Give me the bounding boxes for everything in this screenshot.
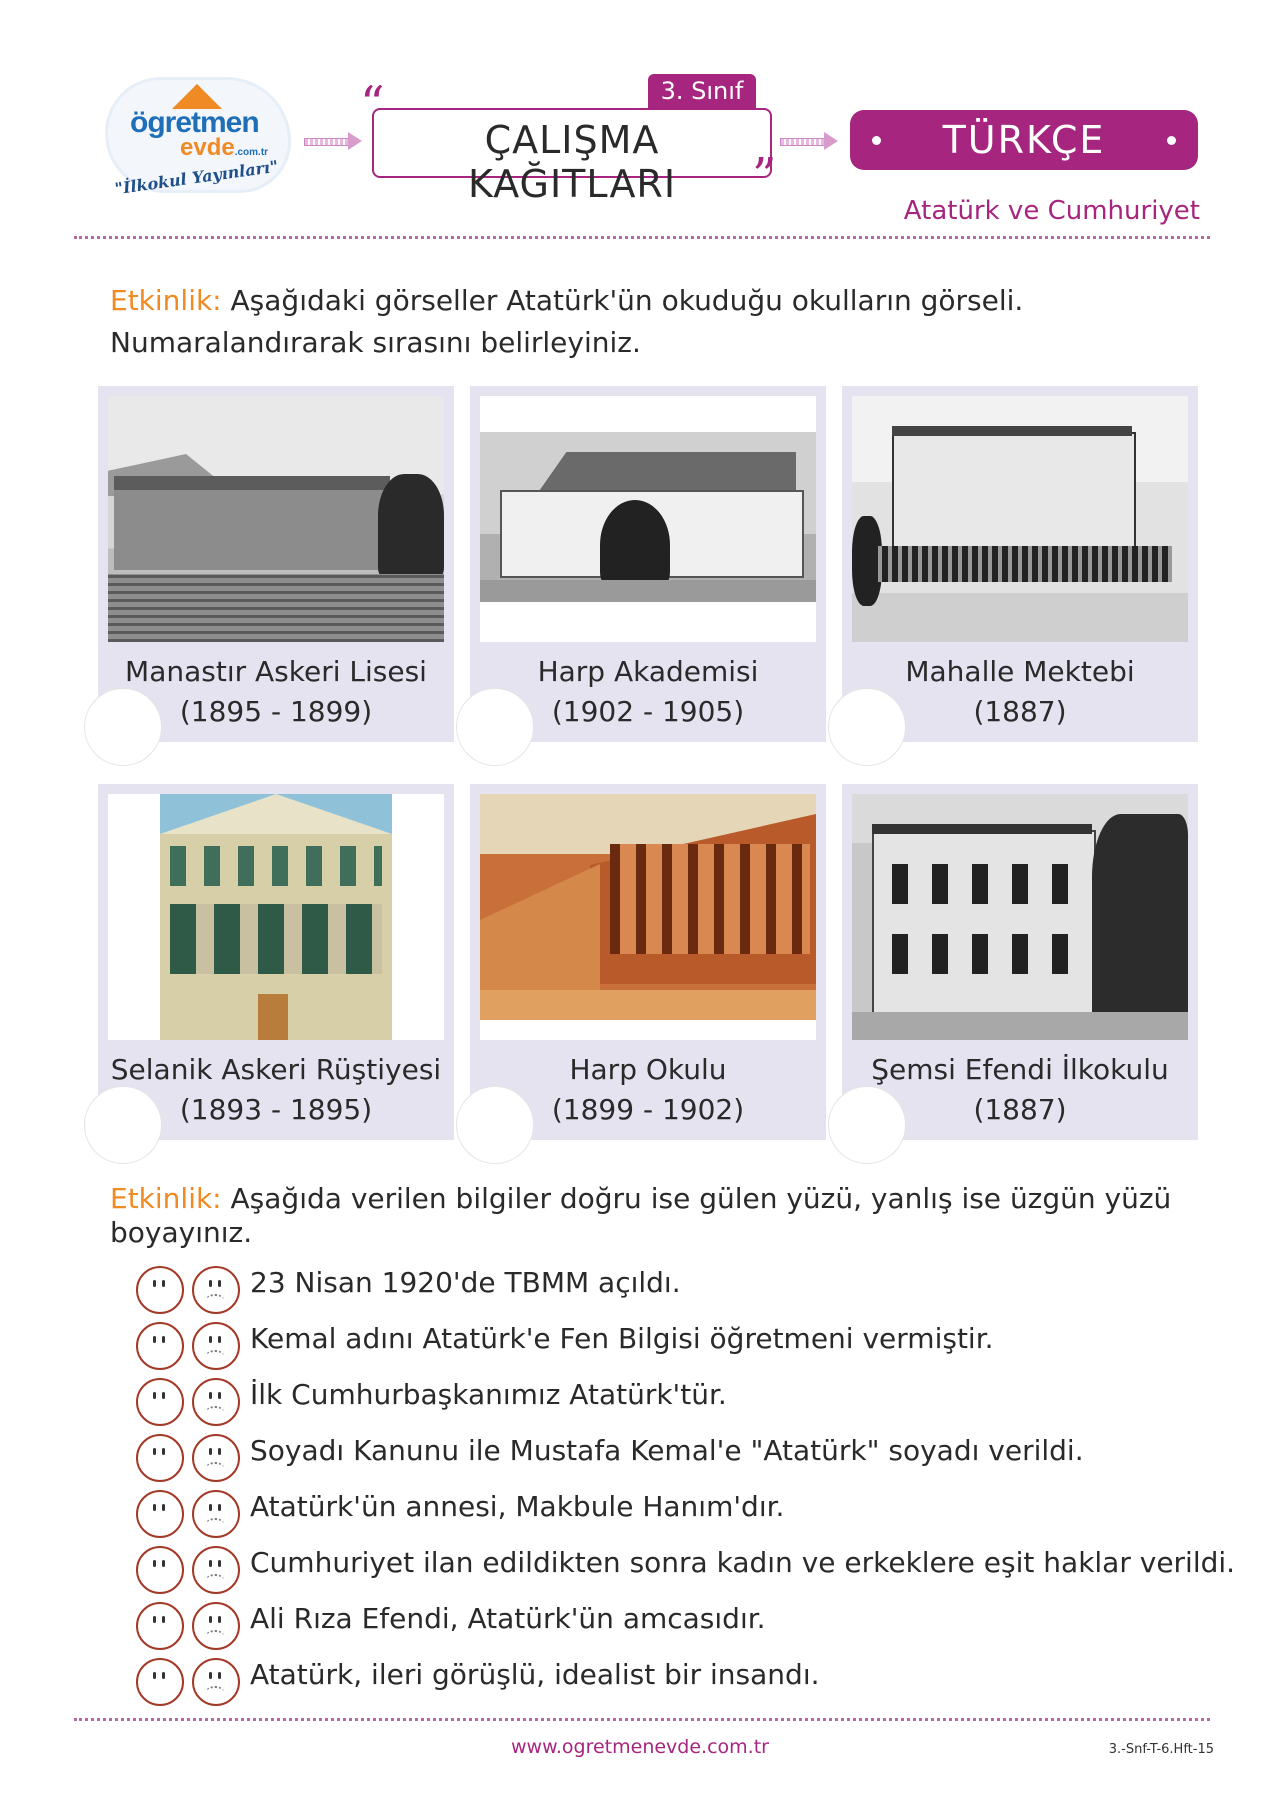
school-name: Mahalle Mektebi xyxy=(905,655,1135,688)
statement-row xyxy=(134,1488,1234,1538)
statement-row xyxy=(134,1656,1234,1706)
arrow-right-icon xyxy=(780,134,838,148)
school-years: (1895 - 1899) xyxy=(179,695,373,728)
school-photo xyxy=(108,396,444,642)
subject-badge xyxy=(850,110,1198,170)
school-years: (1887) xyxy=(973,1093,1067,1126)
happy-face-icon[interactable] xyxy=(136,1546,184,1594)
publisher-logo xyxy=(100,62,300,212)
topic-title: Atatürk ve Cumhuriyet xyxy=(903,196,1200,226)
school-card xyxy=(842,784,1198,1140)
statement-text: Kemal adını Atatürk'e Fen Bilgisi öğretmeni vermiştir. xyxy=(250,1322,994,1355)
divider xyxy=(74,1718,1210,1721)
school-photo xyxy=(108,794,444,1040)
school-card xyxy=(98,784,454,1140)
sad-face-icon[interactable] xyxy=(192,1266,240,1314)
sad-face-icon[interactable] xyxy=(192,1434,240,1482)
sad-face-icon[interactable] xyxy=(192,1658,240,1706)
school-years: (1902 - 1905) xyxy=(551,695,745,728)
order-number-circle[interactable] xyxy=(828,1086,906,1164)
logo-brand-line2: evde.com.tr xyxy=(180,134,269,161)
logo-brand-line1: ögretmen xyxy=(130,106,259,139)
happy-face-icon[interactable] xyxy=(136,1378,184,1426)
school-years: (1899 - 1902) xyxy=(551,1093,745,1126)
sad-face-icon[interactable] xyxy=(192,1322,240,1370)
happy-face-icon[interactable] xyxy=(136,1658,184,1706)
order-number-circle[interactable] xyxy=(84,1086,162,1164)
statement-text: Cumhuriyet ilan edildikten sonra kadın ve erkeklere eşit haklar verildi. xyxy=(250,1546,1236,1579)
activity2-text: Aşağıda verilen bilgiler doğru ise gülen yüzü, yanlış ise üzgün yüzü boyayınız. xyxy=(110,1182,1172,1249)
arrow-right-icon xyxy=(304,134,362,148)
school-years: (1887) xyxy=(973,695,1067,728)
activity1-instruction xyxy=(110,280,1190,364)
order-number-circle[interactable] xyxy=(456,688,534,766)
divider xyxy=(74,236,1210,239)
order-number-circle[interactable] xyxy=(828,688,906,766)
happy-face-icon[interactable] xyxy=(136,1434,184,1482)
worksheet-title: ÇALIŞMA KAĞITLARI xyxy=(467,118,677,206)
logo-domain: .com.tr xyxy=(234,147,269,158)
statement-row xyxy=(134,1432,1234,1482)
school-name: Harp Akademisi xyxy=(537,655,759,688)
statement-text: Soyadı Kanunu ile Mustafa Kemal'e "Atatürk" soyadı verildi. xyxy=(250,1434,1084,1467)
school-name: Harp Okulu xyxy=(569,1053,727,1086)
sad-face-icon[interactable] xyxy=(192,1602,240,1650)
close-quote-icon: ” xyxy=(752,148,777,204)
order-number-circle[interactable] xyxy=(456,1086,534,1164)
school-photo xyxy=(852,794,1188,1040)
statement-row xyxy=(134,1264,1234,1314)
statement-text: İlk Cumhurbaşkanımız Atatürk'tür. xyxy=(250,1378,727,1411)
sad-face-icon[interactable] xyxy=(192,1546,240,1594)
activity2-instruction xyxy=(110,1182,1190,1250)
school-photo xyxy=(852,396,1188,642)
open-quote-icon: “ xyxy=(360,76,385,132)
school-name: Manastır Askeri Lisesi xyxy=(125,655,427,688)
subject-label: TÜRKÇE xyxy=(942,118,1106,162)
statement-text: Atatürk, ileri görüşlü, idealist bir insandı. xyxy=(250,1658,820,1691)
order-number-circle[interactable] xyxy=(84,688,162,766)
bullet-icon xyxy=(1167,136,1176,145)
activity1-label: Etkinlik: xyxy=(110,284,222,317)
sad-face-icon[interactable] xyxy=(192,1490,240,1538)
statement-row xyxy=(134,1320,1234,1370)
statement-row xyxy=(134,1376,1234,1426)
statement-text: Ali Rıza Efendi, Atatürk'ün amcasıdır. xyxy=(250,1602,766,1635)
bullet-icon xyxy=(872,136,881,145)
statement-text: Atatürk'ün annesi, Makbule Hanım'dır. xyxy=(250,1490,785,1523)
school-photo xyxy=(480,794,816,1040)
statement-row xyxy=(134,1544,1234,1594)
statement-row xyxy=(134,1600,1234,1650)
activity2-label: Etkinlik: xyxy=(110,1182,222,1215)
school-card xyxy=(470,386,826,742)
school-card xyxy=(470,784,826,1140)
happy-face-icon[interactable] xyxy=(136,1602,184,1650)
school-name: Selanik Askeri Rüştiyesi xyxy=(110,1053,442,1086)
logo-tagline: "İlkokul Yayınları" xyxy=(113,156,280,199)
statement-text: 23 Nisan 1920'de TBMM açıldı. xyxy=(250,1266,681,1299)
school-card xyxy=(98,386,454,742)
school-years: (1893 - 1895) xyxy=(179,1093,373,1126)
grade-tab: 3. Sınıf xyxy=(648,74,756,108)
happy-face-icon[interactable] xyxy=(136,1490,184,1538)
happy-face-icon[interactable] xyxy=(136,1266,184,1314)
activity1-text: Aşağıdaki görseller Atatürk'ün okuduğu okulların görseli. Numaralandırarak sırasını belirleyiniz. xyxy=(110,284,1024,359)
school-name: Şemsi Efendi İlkokulu xyxy=(871,1053,1169,1086)
sad-face-icon[interactable] xyxy=(192,1378,240,1426)
happy-face-icon[interactable] xyxy=(136,1322,184,1370)
school-card xyxy=(842,386,1198,742)
school-photo xyxy=(480,396,816,642)
page-code: 3.-Snf-T-6.Hft-15 xyxy=(1108,1742,1214,1757)
footer-url[interactable]: www.ogretmenevde.com.tr xyxy=(511,1736,769,1758)
